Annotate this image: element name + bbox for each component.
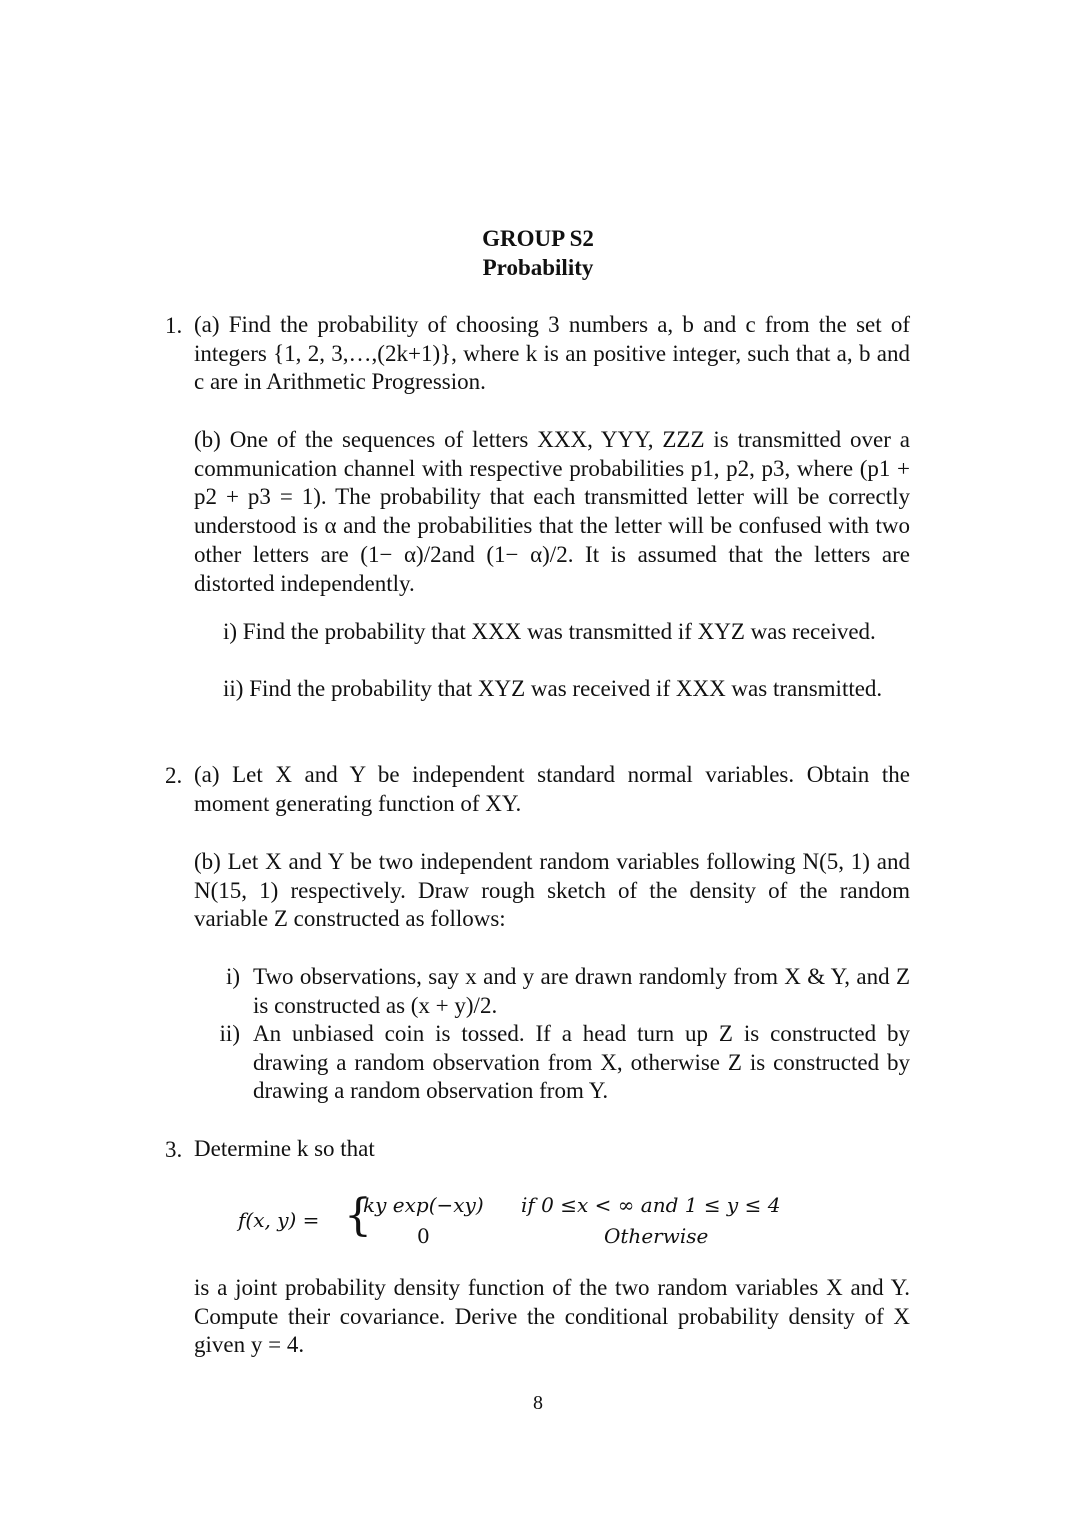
question-2b-item-label: i) [225, 964, 240, 989]
question-1b-part-i: i) Find the probability that XXX was transmitted if XYZ was received. [223, 619, 876, 644]
subject-heading: Probability [482, 255, 594, 280]
question-2b-item-text: Two observations, say x and y are drawn randomly from X & Y, and Z is constructed as (x + y)/2. [253, 964, 910, 1018]
group-heading: GROUP S2 [482, 226, 594, 251]
question-1b-part-ii: ii) Find the probability that XYZ was received if XXX was transmitted. [223, 676, 883, 701]
question-3-intro: Determine k so that [194, 1136, 375, 1161]
formula-lhs: f(x, y) = [238, 1208, 320, 1232]
question-3-number: 3. [165, 1137, 183, 1162]
question-2b-item-text: An unbiased coin is tossed. If a head turn up Z is constructed by drawing a random observation from X, otherwise Z is constructed by drawing a random observation from Y. [253, 1021, 910, 1104]
title-block [0, 224, 1076, 282]
question-2b-item-label: ii) [219, 1021, 240, 1046]
question-1b-text: (b) One of the sequences of letters XXX, YYY, ZZZ is transmitted over a communication channel with respective probabilities p1, p2, p3, where (p1 + p2 + p3 = 1). The probability that each transmitted letter will be correctly understood is α and the probabilities that the letter will be confused with two other letters are (1− α)/2and (1− α)/2. It is assumed that the letters are distorted independently. [194, 427, 910, 596]
question-2b-text: (b) Let X and Y be two independent random variables following N(5, 1) and N(15, 1) respectively. Draw rough sketch of the density of the random variable Z constructed as follows: [194, 849, 910, 932]
formula-case2-expression: 0 [417, 1224, 430, 1248]
formula-case1-condition: if 0 ≤x < ∞ and 1 ≤ y ≤ 4 [521, 1193, 781, 1217]
question-1a-text: (a) Find the probability of choosing 3 numbers a, b and c from the set of integers {1, 2, 3,…,(2k+1)}, where k is an positive integer, such that a, b and c are in Arithmetic Progression. [194, 312, 910, 395]
question-1-number: 1. [165, 313, 183, 338]
page-number: 8 [533, 1392, 543, 1414]
question-3-outro: is a joint probability density function of the two random variables X and Y. Compute their covariance. Derive the conditional probability density of X given y = 4. [194, 1275, 910, 1358]
question-2a-text: (a) Let X and Y be independent standard normal variables. Obtain the moment generating function of XY. [194, 762, 910, 816]
left-brace-symbol: { [344, 1190, 372, 1241]
formula-case1-expression: ky exp(−xy) [363, 1193, 484, 1217]
formula-case2-condition: Otherwise [604, 1224, 709, 1248]
question-2-number: 2. [165, 763, 183, 788]
